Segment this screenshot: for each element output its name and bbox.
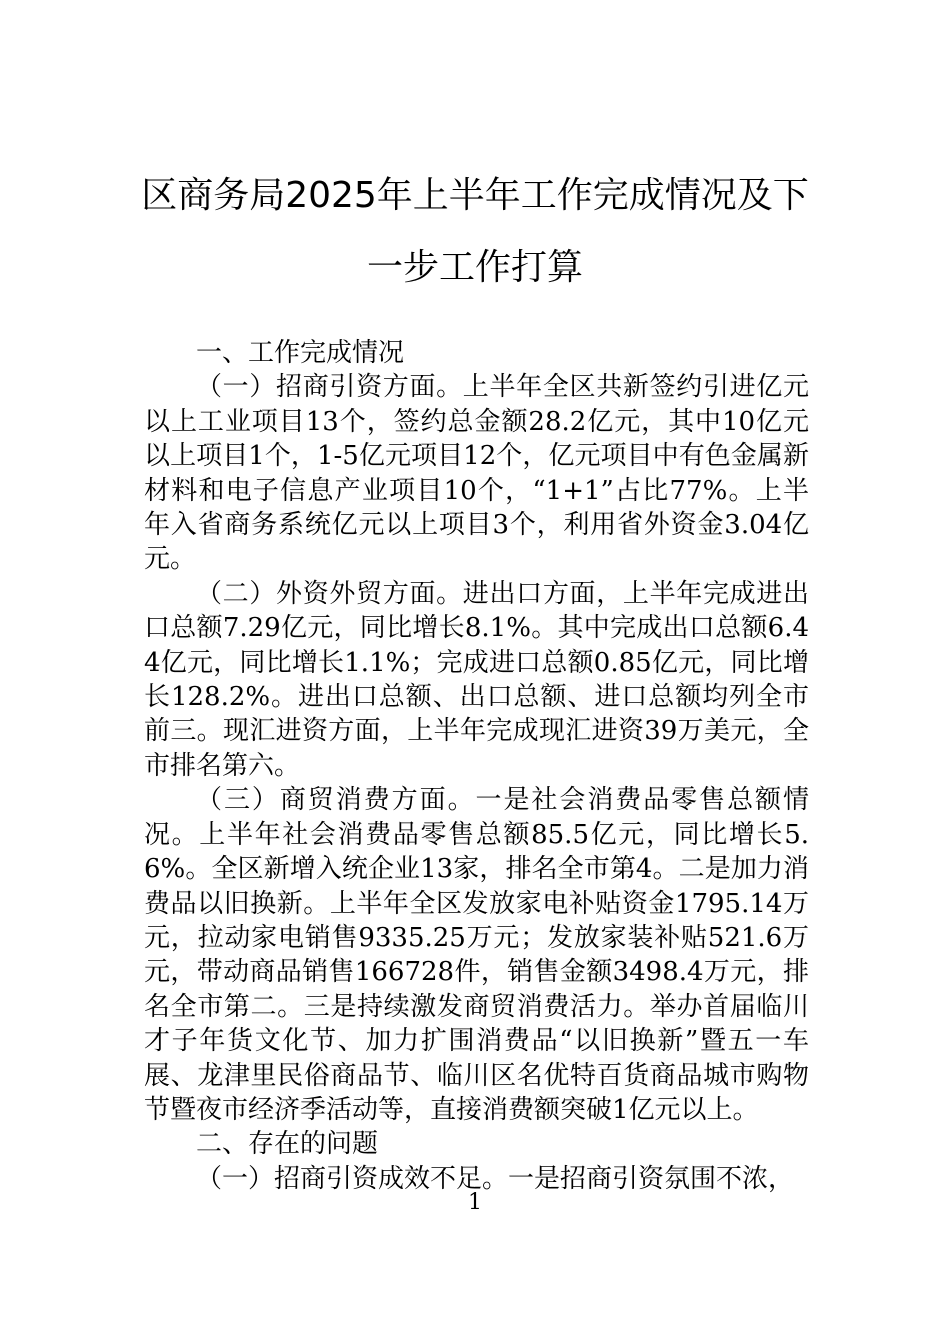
section-heading-work-completion: 一、工作完成情况 [196,338,405,368]
paragraph-consumption: （三）商贸消费方面。一是社会消费品零售总额情况。上半年社会消费品零售总额85.5亿元，同比增长5.6%。全区新增入统企业13家，排名全市第4。二是加力消费品以旧换新。上半年全区发放家电补贴资金1795.14万元，拉动家电销售9335.25万元；发放家装补贴521.6万元，带动商品销售166728件，销售金额3498.4万元，排名全市第二。三是持续激发商贸消费活力。举办首届临川才子年货文化节、加力扩围消费品“以旧换新”暨五一车展、龙津里民俗商品节、临川区名优特百货商品城市购物节暨夜市经济季活动等，直接消费额突破1亿元以上。 [144,785,809,1125]
paragraph-foreign-trade: （二）外资外贸方面。进出口方面，上半年完成进出口总额7.29亿元，同比增长8.1%。其中完成出口总额6.44亿元，同比增长1.1%；完成进口总额0.85亿元，同比增长128.2%。进出口总额、出口总额、进口总额均列全市前三。现汇进资方面，上半年完成现汇进资39万美元，全市排名第六。 [144,578,809,781]
page-number: 1 [468,1190,482,1215]
document-body [144,336,809,1196]
title-line-2: 一步工作打算 [366,247,583,288]
document-title [140,160,810,304]
title-line-1: 区商务局2025年上半年工作完成情况及下 [141,175,809,216]
paragraph-investment-problems: （一）招商引资成效不足。一是招商引资氛围不浓， [196,1163,795,1194]
section-heading-problems: 二、存在的问题 [196,1129,379,1160]
paragraph-investment: （一）招商引资方面。上半年全区共新签约引进亿元以上工业项目13个，签约总金额28.2亿元，其中10亿元以上项目1个，1-5亿元项目12个，亿元项目中有色金属新材料和电子信息产业项目10个，“1+1”占比77%。上半年入省商务系统亿元以上项目3个，利用省外资金3.04亿元。 [144,372,809,575]
